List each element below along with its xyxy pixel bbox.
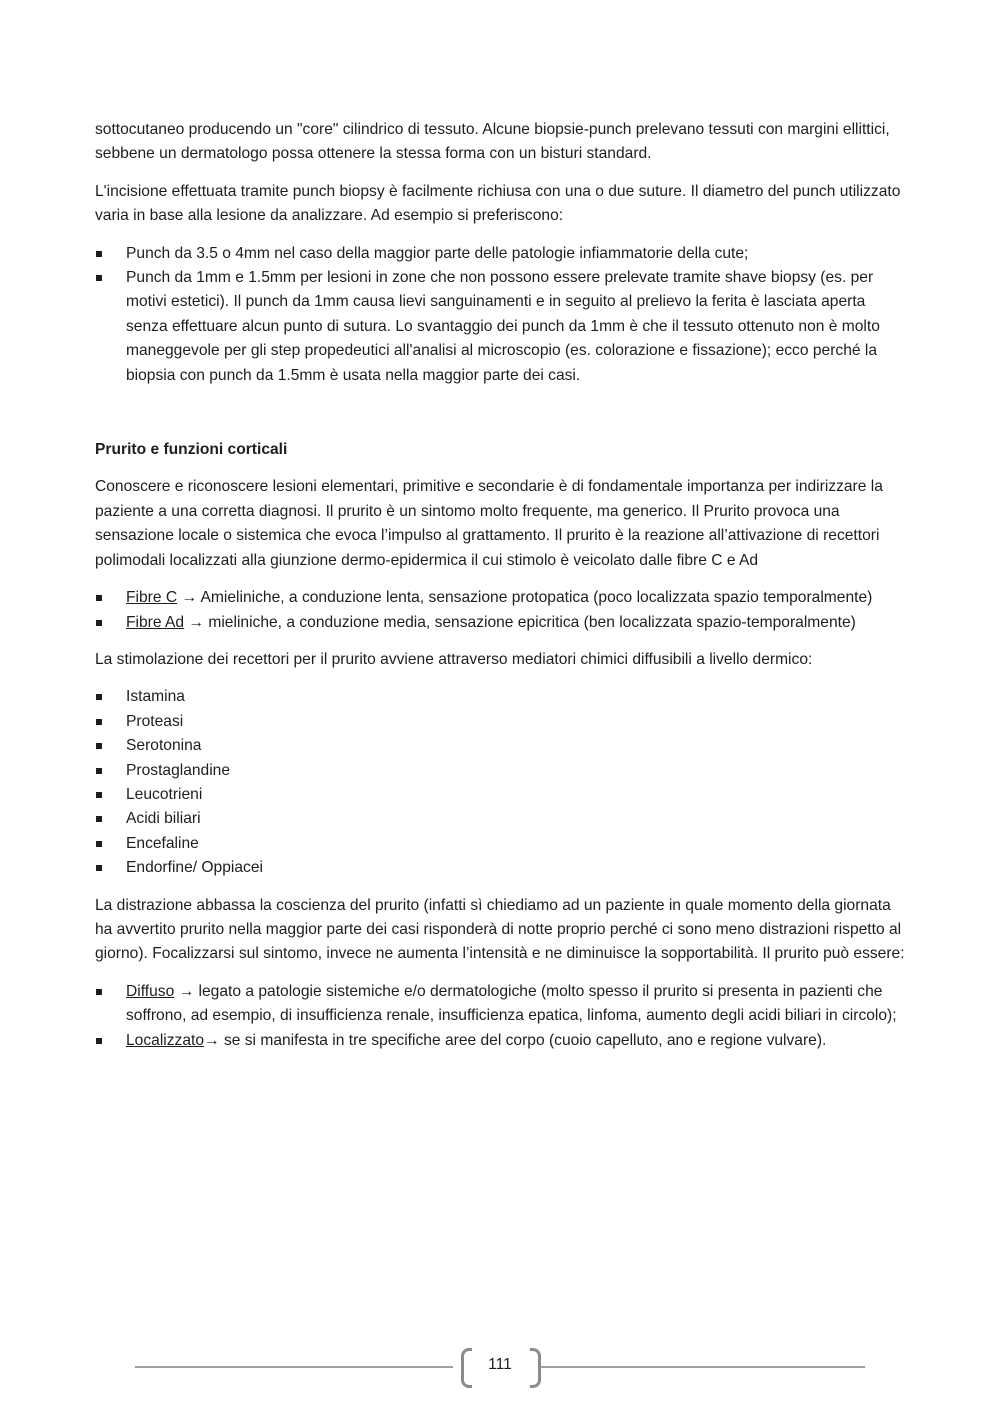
term: Fibre Ad [126,613,185,631]
document-page [95,118,905,1066]
left-brace-icon [461,1348,472,1388]
list-item: Punch da 1mm e 1.5mm per lesioni in zone che non possono essere prelevate tramite shave biopsy (es. per motivi estetici). Il punch da 1mm causa lievi sanguinamenti e in seguito al prelievo la ferita è lasciata aperta senza effettuare alcun punto di sutura. Lo svantaggio dei punch da 1mm è che il tessuto ottenuto non è molto maneggevole per gli step propedeutici all'analisi al microscopio (es. colorazione e fissazione); ecco perché la biopsia con punch da 1.5mm è usata nella maggior parte dei casi. [95,266,905,388]
list-item [95,586,905,610]
list-item [95,1029,905,1053]
section-heading: Prurito e funzioni corticali [95,441,288,459]
footer-rule-right [541,1366,865,1368]
item-text: Amieliniche, a conduzione lenta, sensazione protopatica (poco localizzata spazio temporalmente) [197,589,873,607]
term: Localizzato [126,1031,205,1049]
arrow-right-icon: → [204,1031,220,1049]
paragraph-prurito-1: Conoscere e riconoscere lesioni elementari, primitive e secondarie è di fondamentale importanza per indirizzare la paziente a una corretta diagnosi. Il prurito è un sintomo molto frequente, ma generico. Il Prurito provoca una sensazione locale o sistemica che evoca l’impulso al grattamento. Il prurito è la reazione all’attivazione di recettori polimodali localizzati alla giunzione dermo-epidermica il cui stimolo è veicolato dalle fibre C e Ad [95,478,883,569]
list-item: Proteasi [95,710,905,734]
paragraph-intro-1: sottocutaneo producendo un "core" cilindrico di tessuto. Alcune biopsie-punch prelevano tessuti con margini ellittici, sebbene un dermatologo possa ottenere la stessa forma con un bisturi standard. [95,121,890,163]
paragraph-prurito-2: La stimolazione dei recettori per il prurito avviene attraverso mediatori chimici diffusibili a livello dermico: [95,650,813,668]
right-brace-icon [530,1348,541,1388]
prurito-type-list [95,980,905,1053]
arrow-right-icon: → [188,613,205,631]
arrow-right-icon: → [174,982,195,1000]
arrow-right-icon: → [181,589,198,607]
item-text: se si manifesta in tre specifiche aree del corpo (cuoio capelluto, ano e regione vulvare). [219,1031,827,1049]
list-item [95,611,905,635]
page-footer [135,1348,865,1386]
page-number: 111 [488,1356,512,1373]
paragraph-prurito-3: La distrazione abbassa la coscienza del prurito (infatti sì chiediamo ad un paziente in quale momento della giornata ha avvertito prurito nella maggior parte dei casi risponderà di notte proprio perché ci sono meno distrazioni rispetto al giorno). Focalizzarsi sul sintomo, invece ne aumenta l’intensità e ne diminuisce la sopportabilità. Il prurito può essere: [95,896,905,963]
list-item: Encefaline [95,832,905,856]
list-item: Serotonina [95,734,905,758]
mediator-list [95,685,905,880]
term: Fibre C [126,589,178,607]
list-item: Acidi biliari [95,807,905,831]
paragraph-intro-2: L'incisione effettuata tramite punch biopsy è facilmente richiusa con una o due suture. Il diametro del punch utilizzato varia in base alla lesione da analizzare. Ad esempio si preferiscono: [95,182,901,225]
list-item: Prostaglandine [95,759,905,783]
fibre-list [95,586,905,635]
footer-rule-left [135,1366,453,1368]
list-item: Punch da 3.5 o 4mm nel caso della maggior parte delle patologie infiammatorie della cute; [95,242,905,266]
list-item: Istamina [95,685,905,709]
list-item [95,980,905,1029]
item-text: legato a patologie sistemiche e/o dermatologiche (molto spesso il prurito si presenta in pazienti che soffrono, ad esempio, di insufficienza renale, insufficienza epatica, linfoma, aumento degli acidi biliari in circolo); [126,982,897,1025]
list-item: Endorfine/ Oppiacei [95,856,905,880]
list-item: Leucotrieni [95,783,905,807]
term: Diffuso [126,982,175,1000]
punch-size-list [95,242,905,388]
item-text: mieliniche, a conduzione media, sensazione epicritica (ben localizzata spazio-temporalmente) [204,613,856,631]
